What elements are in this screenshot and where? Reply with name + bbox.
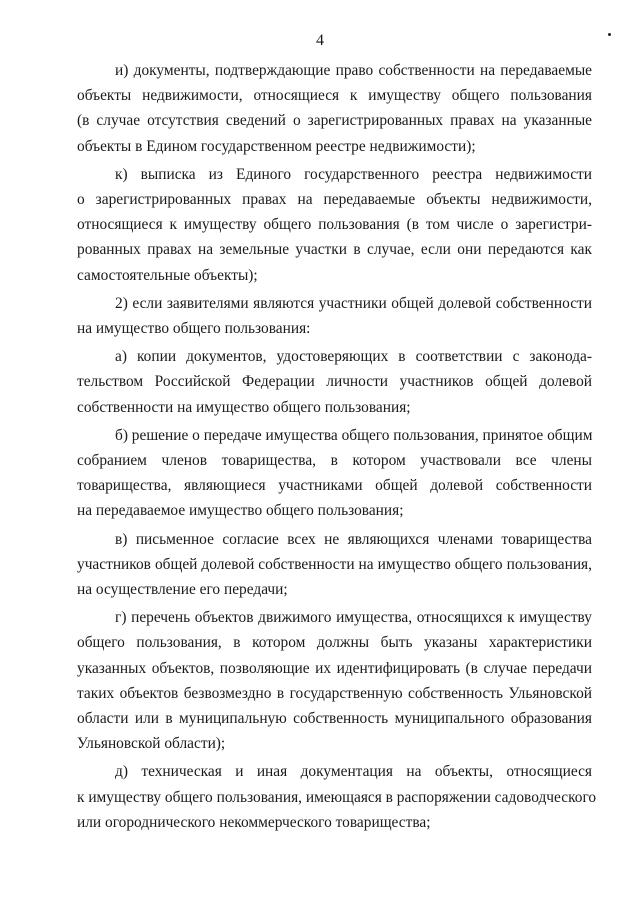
document-body	[77, 58, 597, 838]
text-line: объекты в Едином государственном реестре недвижимости);	[77, 137, 476, 155]
paragraph-k	[77, 162, 592, 288]
text-line: объекты недвижимости, относящиеся к имуществу общего пользования	[77, 87, 592, 105]
text-line: или огороднического некоммерческого товарищества;	[77, 813, 431, 831]
text-line: а) копии документов, удостоверяющих в соответствии с законода-	[115, 348, 592, 366]
text-line: о зарегистрированных правах на передаваемые объекты недвижимости,	[77, 191, 592, 209]
text-line: общего пользования, в котором должны быть указаны характеристики	[77, 634, 592, 652]
text-line: д) техническая и иная документация на объекты, относящиеся	[115, 763, 592, 781]
text-line: собранием членов товарищества, в котором участвовали все члены	[77, 452, 592, 470]
paragraph-a	[77, 344, 592, 420]
paragraph-d	[77, 759, 597, 835]
paragraph-2	[77, 291, 592, 341]
scan-speck	[608, 33, 611, 36]
text-line: (в случае отсутствия сведений о зарегистрированных правах на указанные	[77, 112, 592, 130]
paragraph-i	[77, 58, 592, 159]
text-line: 2) если заявителями являются участники общей долевой собственности	[115, 294, 592, 312]
text-line: собственности на имущество общего пользования;	[77, 398, 411, 416]
text-line: б) решение о передаче имущества общего пользования, принятое общим	[115, 426, 593, 444]
text-line: в) письменное согласие всех не являющихся членами товарищества	[115, 530, 592, 548]
paragraph-g	[77, 605, 592, 756]
text-line: товарищества, являющиеся участниками общей долевой собственности	[77, 477, 592, 495]
text-line: к) выписка из Единого государственного реестра недвижимости	[115, 165, 592, 183]
text-line: рованных правах на земельные участки в случае, если они передаются как	[77, 241, 592, 259]
text-line: на передаваемое имущество общего пользования;	[77, 502, 404, 520]
paragraph-b	[77, 423, 592, 524]
text-line: таких объектов безвозмездно в государственную собственность Ульяновской	[77, 684, 592, 702]
text-line: на осуществление его передачи;	[77, 581, 288, 599]
text-line: относящиеся к имуществу общего пользования (в том числе о зарегистри-	[77, 216, 592, 234]
text-line: участников общей долевой собственности на имущество общего пользования,	[77, 555, 592, 573]
page-number: 4	[316, 32, 324, 49]
text-line: тельством Российской Федерации личности участников общей долевой	[77, 373, 592, 391]
text-line: к имуществу общего пользования, имеющаяся в распоряжении садоводческого	[77, 788, 597, 806]
text-line: самостоятельные объекты);	[77, 266, 258, 284]
text-line: области или в муниципальную собственность муниципального образования	[77, 710, 592, 728]
text-line: и) документы, подтверждающие право собственности на передаваемые	[115, 62, 592, 79]
text-line: Ульяновской области);	[77, 735, 226, 753]
text-line: г) перечень объектов движимого имущества, относящихся к имуществу	[115, 609, 592, 627]
text-line: на имущество общего пользования:	[77, 320, 311, 338]
text-line: указанных объектов, позволяющие их идентифицировать (в случае передачи	[77, 659, 592, 677]
paragraph-v	[77, 527, 592, 603]
